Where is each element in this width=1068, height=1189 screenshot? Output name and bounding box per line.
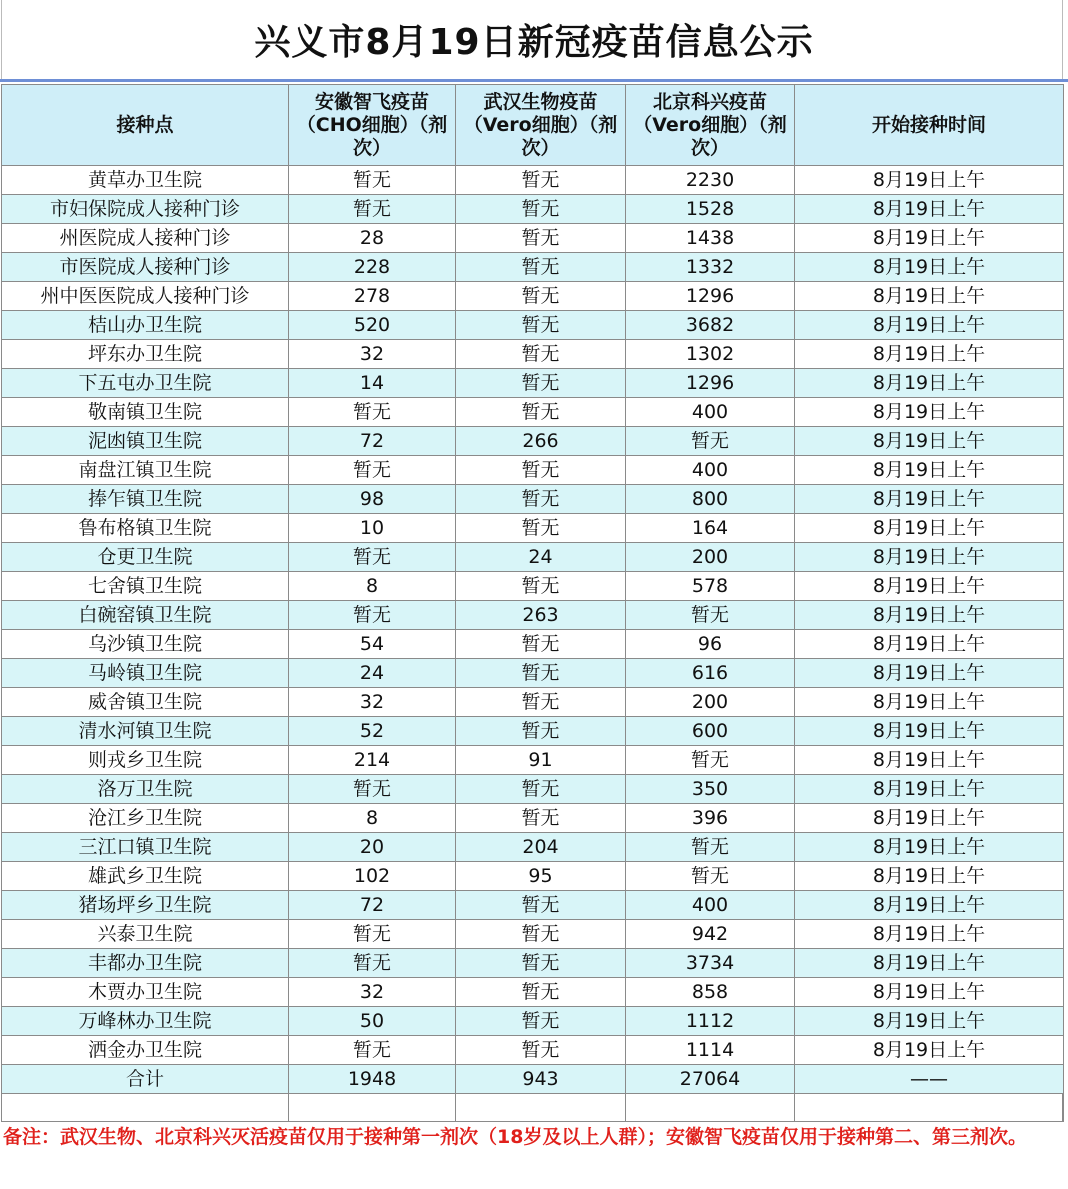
cell-wuhan-bio: 暂无 (456, 920, 626, 949)
cell-anhui-zhifei: 50 (289, 1007, 456, 1036)
cell-start-time: 8月19日上午 (795, 456, 1064, 485)
table-row (2, 572, 1064, 601)
cell-site: 乌沙镇卫生院 (2, 630, 289, 659)
cell-anhui-zhifei: 214 (289, 746, 456, 775)
cell-start-time: 8月19日上午 (795, 543, 1064, 572)
cell-wuhan-bio: 暂无 (456, 572, 626, 601)
cell-anhui-zhifei: 98 (289, 485, 456, 514)
cell-wuhan-bio: 95 (456, 862, 626, 891)
cell-anhui-zhifei: 8 (289, 804, 456, 833)
cell-site: 三江口镇卫生院 (2, 833, 289, 862)
cell-start-time: 8月19日上午 (795, 369, 1064, 398)
cell-start-time: 8月19日上午 (795, 630, 1064, 659)
header-row (2, 85, 1064, 166)
table-row (2, 833, 1064, 862)
cell-site: 雄武乡卫生院 (2, 862, 289, 891)
cell-wuhan-bio: 暂无 (456, 340, 626, 369)
cell-wuhan-bio: 暂无 (456, 253, 626, 282)
cell-start-time: 8月19日上午 (795, 311, 1064, 340)
cell-beijing-kexing: 暂无 (626, 427, 795, 456)
cell-site: 市医院成人接种门诊 (2, 253, 289, 282)
table-row (2, 340, 1064, 369)
cell-start-time: 8月19日上午 (795, 514, 1064, 543)
total-cell-site: 合计 (2, 1065, 289, 1094)
cell-start-time: 8月19日上午 (795, 891, 1064, 920)
cell-anhui-zhifei: 暂无 (289, 949, 456, 978)
cell-start-time: 8月19日上午 (795, 485, 1064, 514)
cell-anhui-zhifei: 20 (289, 833, 456, 862)
table-row (2, 659, 1064, 688)
cell-start-time: 8月19日上午 (795, 978, 1064, 1007)
cell-beijing-kexing: 96 (626, 630, 795, 659)
cell-beijing-kexing: 暂无 (626, 746, 795, 775)
table-body (2, 166, 1064, 1122)
cell-wuhan-bio: 263 (456, 601, 626, 630)
cell-anhui-zhifei: 暂无 (289, 543, 456, 572)
cell-anhui-zhifei: 54 (289, 630, 456, 659)
table-row (2, 775, 1064, 804)
cell-start-time: 8月19日上午 (795, 659, 1064, 688)
cell-wuhan-bio: 暂无 (456, 891, 626, 920)
cell-beijing-kexing: 200 (626, 543, 795, 572)
total-cell-beijing-kexing: 27064 (626, 1065, 795, 1094)
cell-site: 泥凼镇卫生院 (2, 427, 289, 456)
cell-start-time: 8月19日上午 (795, 282, 1064, 311)
cell-wuhan-bio: 暂无 (456, 688, 626, 717)
cell-beijing-kexing: 1302 (626, 340, 795, 369)
cell-site: 白碗窑镇卫生院 (2, 601, 289, 630)
table-row (2, 398, 1064, 427)
cell-beijing-kexing: 200 (626, 688, 795, 717)
cell-wuhan-bio: 266 (456, 427, 626, 456)
cell-wuhan-bio: 暂无 (456, 1036, 626, 1065)
total-cell-anhui-zhifei: 1948 (289, 1065, 456, 1094)
header-start-time: 开始接种时间 (795, 85, 1064, 166)
cell-wuhan-bio: 暂无 (456, 514, 626, 543)
cell-anhui-zhifei: 32 (289, 340, 456, 369)
cell-beijing-kexing: 1332 (626, 253, 795, 282)
cell-beijing-kexing: 578 (626, 572, 795, 601)
table-row (2, 746, 1064, 775)
cell-beijing-kexing: 396 (626, 804, 795, 833)
cell-wuhan-bio: 暂无 (456, 166, 626, 195)
table-row (2, 1036, 1064, 1065)
cell-site: 清水河镇卫生院 (2, 717, 289, 746)
header-anhui-zhifei: 安徽智飞疫苗（CHO细胞）（剂次） (289, 85, 456, 166)
cell-site: 洒金办卫生院 (2, 1036, 289, 1065)
cell-anhui-zhifei: 暂无 (289, 195, 456, 224)
cell-beijing-kexing: 350 (626, 775, 795, 804)
cell-anhui-zhifei: 暂无 (289, 601, 456, 630)
cell-beijing-kexing: 1112 (626, 1007, 795, 1036)
cell-site: 仓更卫生院 (2, 543, 289, 572)
cell-beijing-kexing: 3734 (626, 949, 795, 978)
cell-anhui-zhifei: 暂无 (289, 456, 456, 485)
cell-anhui-zhifei: 278 (289, 282, 456, 311)
cell-anhui-zhifei: 暂无 (289, 1036, 456, 1065)
cell-site: 南盘江镇卫生院 (2, 456, 289, 485)
table-row (2, 543, 1064, 572)
cell-site: 黄草办卫生院 (2, 166, 289, 195)
cell-start-time: 8月19日上午 (795, 1036, 1064, 1065)
cell-beijing-kexing: 1114 (626, 1036, 795, 1065)
cell-site: 马岭镇卫生院 (2, 659, 289, 688)
cell-site: 威舍镇卫生院 (2, 688, 289, 717)
cell-start-time: 8月19日上午 (795, 746, 1064, 775)
blank-cell (626, 1094, 795, 1122)
cell-wuhan-bio: 暂无 (456, 456, 626, 485)
cell-beijing-kexing: 1296 (626, 282, 795, 311)
cell-start-time: 8月19日上午 (795, 195, 1064, 224)
table-row (2, 891, 1064, 920)
cell-anhui-zhifei: 228 (289, 253, 456, 282)
cell-start-time: 8月19日上午 (795, 427, 1064, 456)
cell-anhui-zhifei: 暂无 (289, 166, 456, 195)
table-row (2, 949, 1064, 978)
cell-anhui-zhifei: 52 (289, 717, 456, 746)
cell-anhui-zhifei: 28 (289, 224, 456, 253)
cell-site: 捧乍镇卫生院 (2, 485, 289, 514)
footnote: 备注：武汉生物、北京科兴灭活疫苗仅用于接种第一剂次（18岁及以上人群）；安徽智飞疫苗仅用于接种第二、第三剂次。 (3, 1126, 1027, 1148)
cell-beijing-kexing: 400 (626, 398, 795, 427)
cell-beijing-kexing: 3682 (626, 311, 795, 340)
cell-site: 七舍镇卫生院 (2, 572, 289, 601)
cell-site: 则戎乡卫生院 (2, 746, 289, 775)
cell-start-time: 8月19日上午 (795, 688, 1064, 717)
header-site: 接种点 (2, 85, 289, 166)
blank-cell (2, 1094, 289, 1122)
cell-site: 木贾办卫生院 (2, 978, 289, 1007)
blank-cell (289, 1094, 456, 1122)
table-frame-edge (1062, 1094, 1063, 1122)
cell-site: 敬南镇卫生院 (2, 398, 289, 427)
cell-anhui-zhifei: 14 (289, 369, 456, 398)
cell-anhui-zhifei: 24 (289, 659, 456, 688)
cell-start-time: 8月19日上午 (795, 804, 1064, 833)
cell-wuhan-bio: 暂无 (456, 282, 626, 311)
cell-start-time: 8月19日上午 (795, 340, 1064, 369)
cell-wuhan-bio: 暂无 (456, 195, 626, 224)
cell-wuhan-bio: 暂无 (456, 224, 626, 253)
cell-anhui-zhifei: 72 (289, 891, 456, 920)
total-cell-start-time: —— (795, 1065, 1064, 1094)
cell-beijing-kexing: 400 (626, 456, 795, 485)
cell-wuhan-bio: 暂无 (456, 630, 626, 659)
table-row (2, 369, 1064, 398)
header-wuhan-bio: 武汉生物疫苗（Vero细胞）（剂次） (456, 85, 626, 166)
title-bar (0, 0, 1068, 82)
cell-wuhan-bio: 暂无 (456, 717, 626, 746)
cell-start-time: 8月19日上午 (795, 224, 1064, 253)
table-row (2, 456, 1064, 485)
cell-beijing-kexing: 858 (626, 978, 795, 1007)
cell-beijing-kexing: 616 (626, 659, 795, 688)
cell-start-time: 8月19日上午 (795, 949, 1064, 978)
table-row (2, 804, 1064, 833)
cell-beijing-kexing: 2230 (626, 166, 795, 195)
cell-beijing-kexing: 1296 (626, 369, 795, 398)
table-row (2, 166, 1064, 195)
cell-anhui-zhifei: 暂无 (289, 775, 456, 804)
table-row (2, 514, 1064, 543)
cell-beijing-kexing: 800 (626, 485, 795, 514)
cell-wuhan-bio: 暂无 (456, 659, 626, 688)
cell-beijing-kexing: 400 (626, 891, 795, 920)
cell-wuhan-bio: 暂无 (456, 804, 626, 833)
cell-start-time: 8月19日上午 (795, 572, 1064, 601)
cell-site: 下五屯办卫生院 (2, 369, 289, 398)
cell-start-time: 8月19日上午 (795, 1007, 1064, 1036)
table-row (2, 195, 1064, 224)
cell-beijing-kexing: 暂无 (626, 833, 795, 862)
cell-site: 州中医医院成人接种门诊 (2, 282, 289, 311)
blank-row (2, 1094, 1064, 1122)
blank-cell (456, 1094, 626, 1122)
table-row (2, 1007, 1064, 1036)
cell-beijing-kexing: 暂无 (626, 862, 795, 891)
cell-start-time: 8月19日上午 (795, 398, 1064, 427)
cell-start-time: 8月19日上午 (795, 717, 1064, 746)
cell-wuhan-bio: 暂无 (456, 1007, 626, 1036)
total-row (2, 1065, 1064, 1094)
cell-site: 猪场坪乡卫生院 (2, 891, 289, 920)
cell-site: 兴泰卫生院 (2, 920, 289, 949)
table-row (2, 224, 1064, 253)
cell-wuhan-bio: 暂无 (456, 485, 626, 514)
page-title: 兴义市8月19日新冠疫苗信息公示 (254, 22, 814, 63)
cell-wuhan-bio: 24 (456, 543, 626, 572)
table-row (2, 485, 1064, 514)
blank-cell (795, 1094, 1064, 1122)
cell-anhui-zhifei: 暂无 (289, 398, 456, 427)
table-row (2, 253, 1064, 282)
table-row (2, 688, 1064, 717)
cell-beijing-kexing: 暂无 (626, 601, 795, 630)
cell-start-time: 8月19日上午 (795, 833, 1064, 862)
table-row (2, 630, 1064, 659)
cell-start-time: 8月19日上午 (795, 253, 1064, 282)
table-row (2, 282, 1064, 311)
cell-start-time: 8月19日上午 (795, 166, 1064, 195)
cell-wuhan-bio: 204 (456, 833, 626, 862)
cell-start-time: 8月19日上午 (795, 862, 1064, 891)
cell-wuhan-bio: 暂无 (456, 369, 626, 398)
cell-start-time: 8月19日上午 (795, 920, 1064, 949)
cell-anhui-zhifei: 8 (289, 572, 456, 601)
vaccine-table (1, 84, 1064, 1122)
cell-anhui-zhifei: 32 (289, 688, 456, 717)
table-row (2, 311, 1064, 340)
cell-site: 丰都办卫生院 (2, 949, 289, 978)
cell-site: 桔山办卫生院 (2, 311, 289, 340)
cell-beijing-kexing: 1528 (626, 195, 795, 224)
cell-wuhan-bio: 暂无 (456, 949, 626, 978)
cell-anhui-zhifei: 72 (289, 427, 456, 456)
cell-beijing-kexing: 600 (626, 717, 795, 746)
total-cell-wuhan-bio: 943 (456, 1065, 626, 1094)
cell-anhui-zhifei: 32 (289, 978, 456, 1007)
cell-wuhan-bio: 暂无 (456, 398, 626, 427)
cell-site: 万峰林办卫生院 (2, 1007, 289, 1036)
cell-wuhan-bio: 暂无 (456, 775, 626, 804)
cell-site: 州医院成人接种门诊 (2, 224, 289, 253)
header-beijing-kexing: 北京科兴疫苗（Vero细胞）（剂次） (626, 85, 795, 166)
cell-start-time: 8月19日上午 (795, 775, 1064, 804)
cell-site: 市妇保院成人接种门诊 (2, 195, 289, 224)
table-row (2, 862, 1064, 891)
cell-beijing-kexing: 1438 (626, 224, 795, 253)
cell-beijing-kexing: 942 (626, 920, 795, 949)
cell-site: 沧江乡卫生院 (2, 804, 289, 833)
cell-wuhan-bio: 暂无 (456, 978, 626, 1007)
cell-wuhan-bio: 91 (456, 746, 626, 775)
cell-wuhan-bio: 暂无 (456, 311, 626, 340)
cell-site: 坪东办卫生院 (2, 340, 289, 369)
cell-anhui-zhifei: 102 (289, 862, 456, 891)
table-row (2, 601, 1064, 630)
table-row (2, 978, 1064, 1007)
cell-beijing-kexing: 164 (626, 514, 795, 543)
cell-anhui-zhifei: 暂无 (289, 920, 456, 949)
cell-site: 鲁布格镇卫生院 (2, 514, 289, 543)
cell-anhui-zhifei: 520 (289, 311, 456, 340)
cell-anhui-zhifei: 10 (289, 514, 456, 543)
cell-site: 洛万卫生院 (2, 775, 289, 804)
table-row (2, 427, 1064, 456)
table-row (2, 717, 1064, 746)
cell-start-time: 8月19日上午 (795, 601, 1064, 630)
table-row (2, 920, 1064, 949)
